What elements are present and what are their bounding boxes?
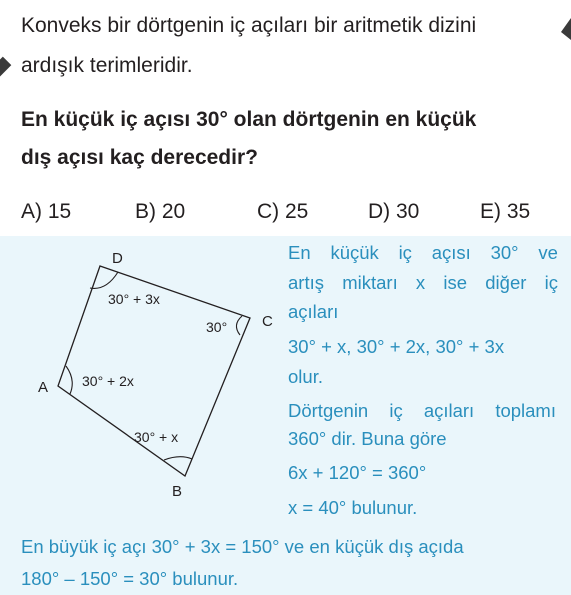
choice-e[interactable]: E) 35: [480, 200, 531, 223]
solution-line-6: [288, 400, 556, 422]
sol-word: küçük: [330, 242, 379, 263]
solution-line-7: 360° dir. Buna göre: [288, 428, 447, 449]
vertex-label-b: B: [172, 483, 183, 500]
quadrilateral-diagram: [0, 236, 290, 506]
solution-conclusion-1: En büyük iç açı 30° + 3x = 150° ve en küçük dış açıda: [21, 536, 464, 557]
choice-d[interactable]: D) 30: [368, 200, 420, 223]
edge-pencil-icon: [557, 18, 571, 40]
sol-word: miktarı: [342, 272, 398, 293]
solution-conclusion-2: 180° – 150° = 30° bulunur.: [21, 568, 239, 589]
angle-arc-c: [236, 316, 242, 335]
sol-word: iç: [544, 272, 558, 293]
sol-word: artış: [288, 272, 324, 293]
choice-c[interactable]: C) 25: [257, 200, 309, 223]
sol-word: açısı: [431, 242, 471, 263]
sol-word: x: [415, 272, 426, 293]
solution-equation-1: 6x + 120° = 360°: [288, 462, 427, 483]
solution-line-4: 30° + x, 30° + 2x, 30° + 3x: [288, 336, 505, 357]
solution-line-3: açıları: [288, 301, 339, 322]
solution-line-1: [288, 242, 558, 264]
sol-word: diğer: [485, 272, 527, 293]
choice-b[interactable]: B) 20: [135, 200, 186, 223]
question-line-2: ardışık terimleridir.: [21, 54, 193, 77]
solution-line-2: [288, 272, 558, 294]
question-bold-line-2: dış açısı kaç derecedir?: [21, 146, 258, 169]
sol-word: 30°: [490, 242, 519, 263]
question-line-1: Konveks bir dörtgenin iç açıları bir aritmetik dizini: [21, 14, 477, 37]
answer-choices: [0, 200, 571, 230]
question-bold-line-1: En küçük iç açısı 30° olan dörtgenin en küçük: [21, 108, 477, 131]
angle-arc-d: [90, 272, 118, 288]
angle-label-b: 30° + x: [134, 429, 179, 445]
vertex-label-c: C: [262, 313, 273, 330]
vertex-label-d: D: [112, 250, 123, 267]
angle-arc-a: [66, 366, 72, 394]
angle-arc-b: [164, 457, 192, 460]
sol-word: açıları: [423, 400, 475, 421]
angle-label-c: 30°: [206, 319, 228, 335]
sol-word: En: [288, 242, 311, 263]
solution-equation-2: x = 40° bulunur.: [288, 497, 418, 518]
sol-word: Dörtgenin: [288, 400, 369, 421]
sol-word: ve: [538, 242, 558, 263]
sol-word: ise: [443, 272, 468, 293]
choice-a[interactable]: A) 15: [21, 200, 72, 223]
angle-label-a: 30° + 2x: [82, 373, 134, 389]
left-edge-tab: [0, 57, 11, 80]
solution-line-5: olur.: [288, 366, 323, 387]
angle-label-d: 30° + 3x: [108, 291, 160, 307]
sol-word: toplamı: [495, 400, 556, 421]
sol-word: iç: [398, 242, 412, 263]
vertex-label-a: A: [38, 379, 49, 396]
sol-word: iç: [389, 400, 403, 421]
